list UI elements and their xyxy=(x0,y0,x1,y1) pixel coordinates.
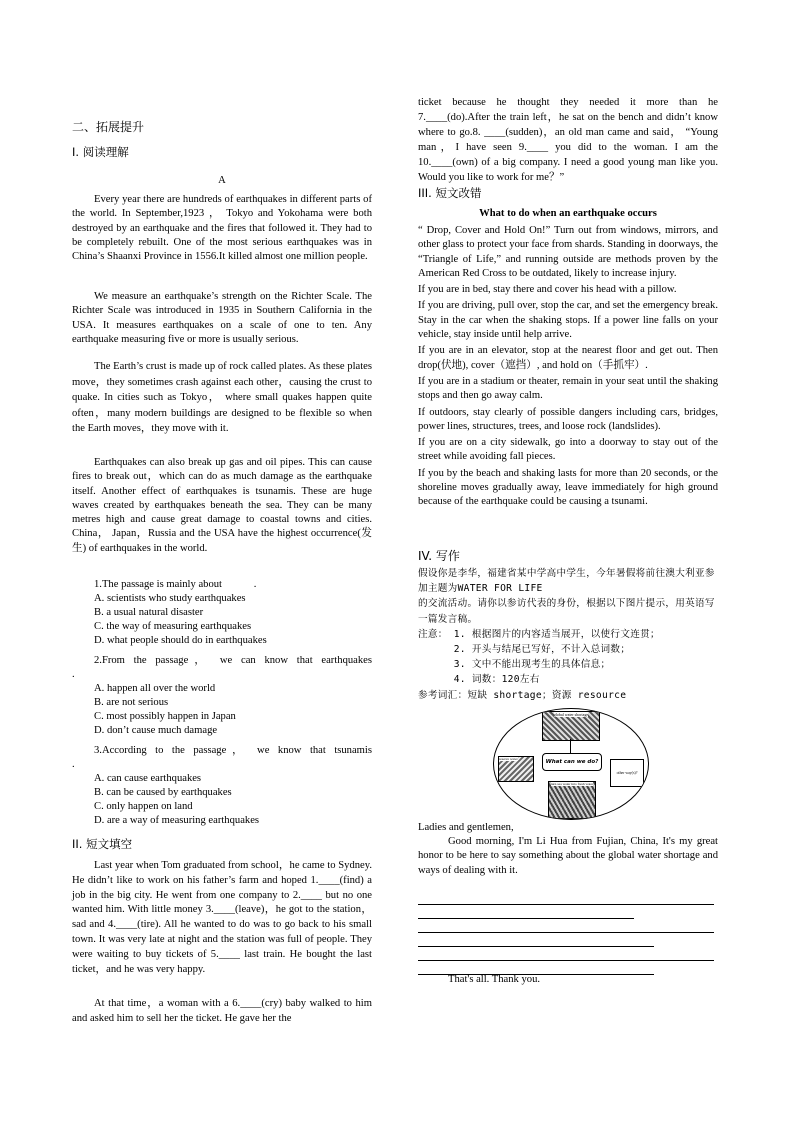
answer-lines[interactable] xyxy=(418,891,718,975)
correction-paragraph: If you by the beach and shaking lasts for more than 20 seconds, or the shoreline moves gradually away, leave immediately for high ground because of the earthquake could be causing a tsunami. xyxy=(418,467,718,508)
section-title: 二、拓展提升 xyxy=(72,120,145,134)
answer-line[interactable] xyxy=(418,947,714,961)
option: B. a usual natural disaster xyxy=(94,607,204,618)
closing: That's all. Thank you. xyxy=(448,974,541,985)
correction-paragraph: If you are in an elevator, stop at the nearest floor and get out. Then drop(伏地), cover（遮挡）, and hold on（手抓牢）. xyxy=(418,345,718,371)
correction-paragraph: If outdoors, stay clearly of possible dangers including cars, bridges, power lines, structures, trees, and loose rock (landslides). xyxy=(418,406,718,432)
part3-heading: III. 短文改错 xyxy=(418,186,482,200)
option: C. only happen on land xyxy=(94,801,193,813)
answer-line[interactable] xyxy=(418,905,634,919)
option: B. are not serious xyxy=(94,697,169,709)
note-item: 1. 根据图片的内容适当展开，以使行文连贯； xyxy=(453,628,660,640)
option: B. can be caused by earthquakes xyxy=(94,787,232,799)
answer-line[interactable] xyxy=(418,891,714,905)
diagram-center-box: What can we do? xyxy=(542,753,602,771)
question-3 xyxy=(72,744,372,828)
passage-paragraph: Earthquakes can also break up gas and oil pipes. This can cause fires to break out，which can do as much damage as the earthquake itself. Another effect of earthquakes is tsunamis. These are huge waves created by earthquakes beneath the sea. They can be many metres high and cause great damage to coastal towns and cities. China， Japan，Russia and the USA have the highest occurrence(发生) of earthquakes in the world. xyxy=(72,457,372,554)
notes xyxy=(418,627,718,688)
cloze-paragraph: At that time，a woman with a 6.____(cry) baby walked to him and asked him to sell her the ticket. He gave her the xyxy=(72,998,372,1024)
part2-heading: II. 短文填空 xyxy=(72,837,133,851)
passage-paragraph: Every year there are hundreds of earthquakes in different parts of the world. In September,1923 ， Tokyo and Yokohama were both destroyed by an earthquake and the fires that followed it. They had to be completely rebuilt. One of the most serious earthquakes was in China’s Shaanxi Province in 1556.It killed almost one million people. xyxy=(72,194,372,263)
answer-line[interactable] xyxy=(418,919,714,933)
diagram-arrow xyxy=(570,739,571,753)
correction-paragraph: “ Drop, Cover and Hold On!” Turn out from windows, mirrors, and other glass to protect your face from shards. Standing in doorways, the “Triangle of Life,” and running outside are methods proven by the American Red Cross to be outdated, likely to increase injury. xyxy=(418,225,718,279)
cloze-paragraph: Last year when Tom graduated from school，he came to Sydney. He didn’t like to work on his father’s farm and hoped 1.____(find) a job in the big city. He went from one company to 2.____ but no one wanted him. With little money 3.____(leave)，he got to the station，sad and 4.____(tire). All he wanted to do was to go back to his small town. It was very late at night and the station was full of people. They were waiting to buy tickets of 5.____ last train. He bought the last ticket，and he was very happy. xyxy=(72,860,372,975)
diagram-box-right: other way(s)? xyxy=(610,759,644,787)
part3-text xyxy=(418,224,718,510)
option: D. don’t cause much damage xyxy=(94,725,218,737)
question-stem: 1.The passage is mainly about . xyxy=(94,579,257,590)
greeting: Ladies and gentlemen, xyxy=(418,822,514,833)
diagram-image-top xyxy=(542,711,600,741)
left-column xyxy=(72,0,372,1123)
passage-paragraph: We measure an earthquake’s strength on the Richter Scale. The Richter Scale was introduced in 1935 in Southern California in the USA. It measures earthquakes on a scale of one to ten. Any earthquake measuring five or more is usually serious. xyxy=(72,291,372,345)
cloze-paragraph-continued: ticket because he thought they needed it more than he 7.____(do).After the train left，he sat on the bench and didn’t know where to go.8. ____(sudden)，an old man came and said， “Young man，I have seen 9.____ you did to the woman. I am the 10.____(own) of a big company. I need a good young man like you. Would you like to work for me？” xyxy=(418,97,718,183)
option: A. happen all over the world xyxy=(94,683,216,695)
passage-paragraph: The Earth’s crust is made up of rock called plates. As these plates move，they sometimes crash against each other，causing the crust to quake. In cities such as Tokyo， where small quakes happen quite often，many modern buildings are designed to be flexible so when the Earth moves，they move with it. xyxy=(72,361,372,435)
question-1 xyxy=(72,578,394,648)
diagram-label: global water shortage xyxy=(553,712,589,717)
note-item: 4. 词数：120左右 xyxy=(453,674,540,686)
prompt-line: 假设你是李华，福建省某中学高中学生，今年暑假将前往澳大利亚参加主题为WATER FOR LIFE xyxy=(418,568,715,595)
correction-paragraph: If you are driving, pull over, stop the car, and set the emergency break. Stay in the car when the shaking stops. If a power line falls on your vehicle, stay inside until help arrive. xyxy=(418,300,718,341)
part3-title: What to do when an earthquake occurs xyxy=(479,208,657,219)
vocab-line: 参考词汇：短缺 shortage；资源 resource xyxy=(418,689,627,701)
part4-heading: IV. 写作 xyxy=(418,549,460,563)
diagram-image-left xyxy=(498,756,534,782)
correction-paragraph: If you are on a city sidewalk, go into a doorway to stay out of the street while avoiding fall pieces. xyxy=(418,437,718,463)
correction-paragraph: If you are in a stadium or theater, remain in your seat until the shaking stops and then go away calm. xyxy=(418,375,718,402)
question-stem: 3.According to the passage， we know that tsunamis xyxy=(94,745,372,756)
correction-paragraph: If you are in bed, stay there and cover his head with a pillow. xyxy=(418,284,677,296)
option: A. scientists who study earthquakes xyxy=(94,593,246,604)
notes-label: 注意： xyxy=(418,628,448,640)
option: C. the way of measuring earthquakes xyxy=(94,621,252,632)
note-item: 3. 文中不能出现考生的具体信息； xyxy=(453,659,611,671)
answer-line[interactable] xyxy=(418,933,654,947)
passage-letter: A xyxy=(218,175,226,186)
option: A. can cause earthquakes xyxy=(94,773,202,785)
part1-heading: I. 阅读理解 xyxy=(72,145,129,159)
right-column xyxy=(418,0,718,1123)
diagram-image-bottom xyxy=(548,781,596,819)
water-shortage-diagram xyxy=(493,708,649,820)
option: D. are a way of measuring earthquakes xyxy=(94,815,260,827)
writing-prompt xyxy=(418,566,718,703)
question-2 xyxy=(72,654,372,738)
note-item: 2. 开头与结尾已写好，不计入总词数； xyxy=(453,644,631,656)
prompt-line: 的交流活动。请你以参访代表的身份，根据以下图片提示，用英语写一篇发言稿。 xyxy=(418,598,715,625)
diagram-label: reserve water xyxy=(499,757,518,761)
question-tail: . xyxy=(72,669,75,681)
opening-paragraph: Good morning, I'm Li Hua from Fujian, China, It's my great honor to be here to say something about the global water shortage and ways of dealing with it. xyxy=(418,836,718,876)
question-tail: . xyxy=(72,759,75,771)
option: C. most possibly happen in Japan xyxy=(94,711,236,723)
question-stem: 2.From the passage， we can know that earthquakes xyxy=(94,655,372,666)
option: D. what people should do in earthquakes xyxy=(94,635,267,646)
diagram-label: turn sea water into fresh water xyxy=(550,782,594,786)
